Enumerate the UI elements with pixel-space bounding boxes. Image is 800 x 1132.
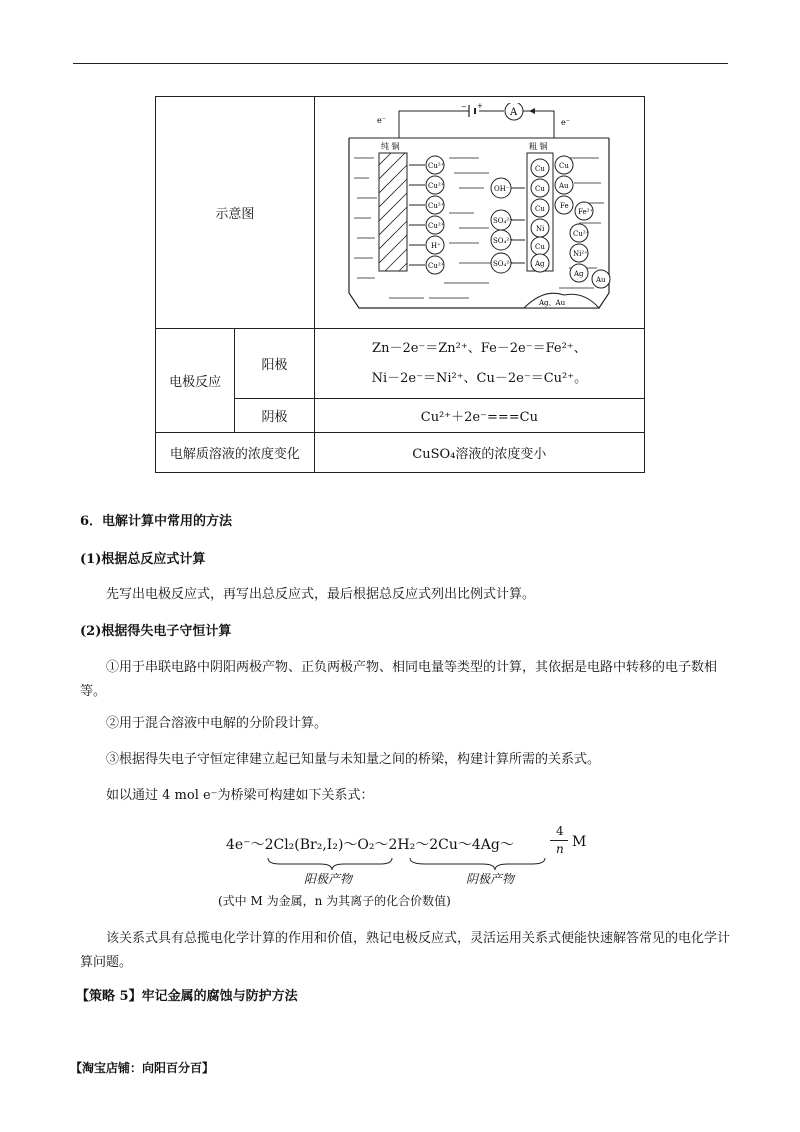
header-rule [73, 63, 728, 64]
footer-shop-label: 【淘宝店铺：向阳百分百】 [70, 1061, 215, 1075]
svg-text:Cu: Cu [559, 161, 570, 170]
right-ions [570, 202, 610, 288]
subsection-2-item-3: ③根据得失电子守恒定律建立起已知量与未知量之间的桥梁，构建计算所需的关系式。 [106, 752, 601, 767]
svg-text:Cu: Cu [535, 164, 546, 173]
subsection-1-text: 先写出电极反应式，再写出总反应式，最后根据总反应式列出比例式计算。 [106, 587, 536, 602]
anode-brace [268, 858, 392, 870]
fraction-bar [550, 840, 568, 841]
svg-text:Cu²⁺: Cu²⁺ [573, 229, 590, 238]
svg-text:Au: Au [596, 275, 606, 284]
subsection-2-item-1: ①用于串联电路中阴阳两极产物、正负两极产物、相同电量等类型的计算，其依据是电路中转移的电子数相等。 [80, 660, 718, 699]
ion-circle [575, 202, 593, 220]
ion-circle [491, 210, 525, 230]
svg-text:Cu²⁺: Cu²⁺ [428, 181, 445, 190]
ion-circle [409, 156, 445, 174]
diagram-cell [314, 97, 644, 329]
svg-text:Cu: Cu [535, 204, 546, 213]
subsection-1-title: (1)根据总反应式计算 [80, 552, 206, 567]
svg-text:SO₄²⁻: SO₄²⁻ [493, 259, 514, 268]
mid-ions [491, 178, 525, 273]
ion-circle [491, 178, 525, 198]
cathode-label-cell [235, 399, 314, 433]
ion-circle [491, 230, 525, 250]
conclusion-text: 该关系式具有总揽电化学计算的作用和价值，熟记电极反应式，灵活运用关系式便能快速解答常见的电化学计算问题。 [80, 931, 731, 970]
svg-text:+: + [477, 102, 484, 110]
ion-circle [592, 270, 610, 288]
anode-label-cell [235, 329, 314, 399]
svg-text:H⁺: H⁺ [431, 241, 442, 250]
svg-text:Cu²⁺: Cu²⁺ [428, 261, 445, 270]
cathode-equation-cell [314, 399, 644, 433]
formula-main: 4e⁻～2Cl₂(Br₂,I₂)～O₂～2H₂～2Cu～4Ag～ [226, 837, 514, 853]
svg-text:Fe²⁺: Fe²⁺ [578, 207, 594, 216]
ion-circle [409, 216, 445, 234]
example-text: 如以通过 4 mol e⁻为桥梁可构建如下关系式： [106, 788, 374, 803]
formula-fraction-numerator: 4 [556, 824, 564, 838]
section-6-title: 6．电解计算中常用的方法 [80, 514, 233, 529]
svg-text:Ni²⁺: Ni²⁺ [573, 249, 589, 258]
anode-equation-2: Ni－2e⁻＝Ni²⁺、Cu－2e⁻＝Cu²⁺。 [371, 370, 588, 386]
metal-circle [555, 156, 573, 174]
svg-text:OH⁻: OH⁻ [494, 184, 510, 193]
current-arrow-icon [529, 108, 535, 114]
subsection-2-item-2: ②用于混合溶液中电解的分阶段计算。 [106, 716, 328, 731]
svg-text:Cu²⁺: Cu²⁺ [428, 161, 445, 170]
electrolysis-diagram [329, 103, 629, 323]
ion-circle [409, 176, 445, 194]
ammeter-label: A [510, 106, 518, 118]
concentration-label: 电解质溶液的浓度变化 [169, 447, 300, 462]
ion-circle [570, 264, 588, 282]
ion-circle [491, 253, 525, 273]
relation-formula [220, 822, 600, 912]
formula-braces [220, 856, 600, 872]
svg-text:−: − [461, 102, 468, 111]
electrode-reaction-label: 电极反应 [169, 375, 222, 390]
metal-circle [555, 176, 573, 194]
anode-label: 阳极 [261, 358, 288, 373]
svg-text:SO₄²⁻: SO₄²⁻ [493, 216, 514, 225]
circuit-wire [399, 111, 469, 138]
electron-right-label: e⁻ [561, 117, 571, 127]
anode-equation-1: Zn－2e⁻＝Zn²⁺、Fe－2e⁻＝Fe²⁺、 [372, 340, 587, 356]
cathode-label: 阴极 [261, 410, 288, 425]
svg-text:Cu: Cu [535, 242, 546, 251]
cathode-equation: Cu²⁺＋2e⁻===Cu [420, 410, 538, 425]
anode-equations-cell [314, 329, 644, 399]
formula-note: (式中 M 为金属，n 为其离子的化合价数值) [218, 894, 451, 908]
ion-circle [570, 244, 588, 262]
anode-mud-label: Ag、Au [539, 298, 566, 307]
electrolytic-refining-table [155, 96, 645, 473]
strategy-5-title: 【策略 5】牢记金属的腐蚀与防护方法 [76, 989, 298, 1004]
svg-text:Ni: Ni [536, 224, 545, 233]
pure-copper-label: 纯 铜 [381, 141, 400, 151]
svg-text:Ag: Ag [535, 259, 545, 268]
metal-circle [555, 196, 573, 214]
anode-right-metals [555, 156, 573, 214]
svg-text:Cu²⁺: Cu²⁺ [428, 221, 445, 230]
formula-metal: M [572, 834, 587, 850]
svg-text:Au: Au [559, 181, 569, 190]
cathode-brace [410, 858, 545, 870]
ion-circle [409, 196, 445, 214]
anode-products-label: 阳极产物 [304, 872, 353, 886]
crude-copper-label: 粗 铜 [529, 141, 548, 151]
metal-circle [531, 237, 549, 255]
subsection-2-title: (2)根据得失电子守恒计算 [80, 624, 232, 639]
svg-text:SO₄²⁻: SO₄²⁻ [493, 236, 514, 245]
svg-text:Cu: Cu [535, 184, 546, 193]
diagram-label: 示意图 [215, 207, 255, 222]
concentration-value-cell [314, 433, 644, 473]
metal-circle [531, 254, 549, 272]
ion-circle [570, 224, 590, 242]
metal-circle [531, 219, 549, 237]
concentration-value: CuSO₄溶液的浓度变小 [412, 447, 547, 462]
svg-text:Ag: Ag [574, 269, 584, 278]
electrode-reaction-label-cell [156, 329, 235, 433]
svg-text:Cu²⁺: Cu²⁺ [428, 201, 445, 210]
cathode-products-label: 阴极产物 [466, 872, 515, 886]
formula-fraction-denominator: n [556, 842, 564, 856]
ion-circle [409, 256, 445, 274]
left-ions [409, 156, 445, 274]
ion-circle [409, 236, 444, 254]
diagram-label-cell [156, 97, 315, 329]
concentration-label-cell [156, 433, 315, 473]
metal-circle [531, 159, 549, 177]
metal-circle [531, 179, 549, 197]
electron-left-label: e⁻ [377, 115, 387, 125]
metal-circle [531, 199, 549, 217]
svg-text:Fe: Fe [560, 201, 569, 210]
